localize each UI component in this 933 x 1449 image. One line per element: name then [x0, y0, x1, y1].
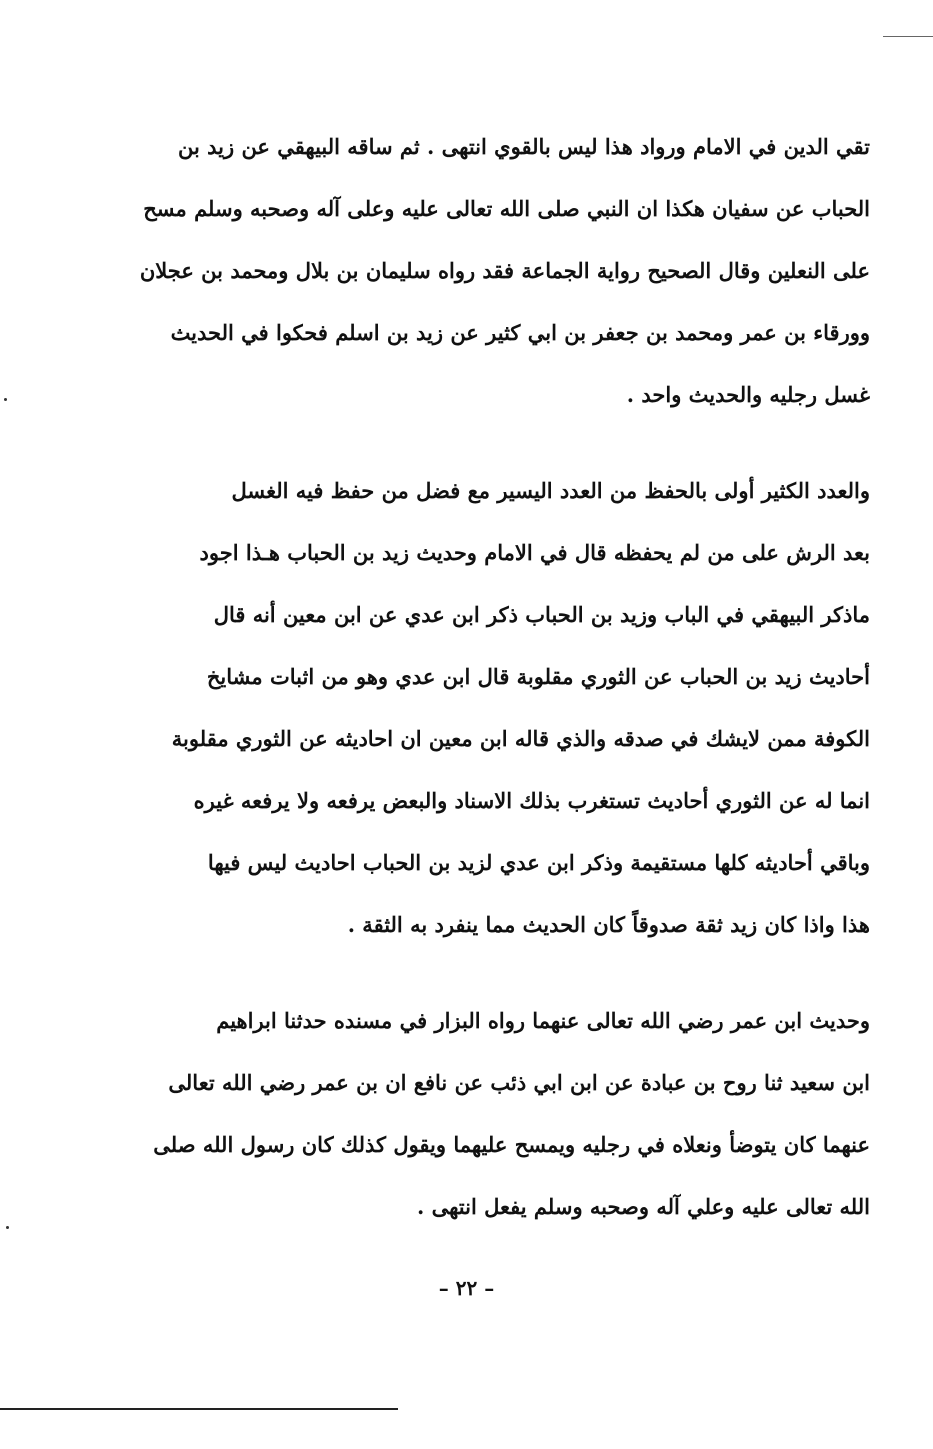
- scan-speck: [4, 398, 7, 401]
- text-line: عنهما كان يتوضأ ونعلاه في رجليه ويمسح عليهما ويقول كذلك كان رسول الله صلى: [153, 1132, 870, 1157]
- text-line: الله تعالى عليه وعلي آله وصحبه وسلم يفعل انتهى .: [416, 1194, 870, 1219]
- text-line: ابن سعيد ثنا روح بن عبادة عن ابن ابي ذئب عن نافع ان بن عمر رضي الله تعالى: [168, 1070, 870, 1095]
- text-line: انما له عن الثوري أحاديث تستغرب بذلك الاسناد والبعض يرفعه ولا يرفعه غيره: [193, 788, 870, 813]
- page-number: – ٢٢ –: [438, 1276, 495, 1300]
- scan-speck: [6, 1226, 9, 1229]
- text-line: تقي الدين في الامام ورواد هذا ليس بالقوي انتهى . ثم ساقه البيهقي عن زيد بن: [177, 134, 870, 159]
- text-line: وورقاء بن عمر ومحمد بن جعفر بن ابي كثير عن زيد بن اسلم فحكوا في الحديث: [170, 320, 870, 345]
- top-edge-rule: [883, 36, 933, 37]
- text-line: وباقي أحاديثه كلها مستقيمة وذكر ابن عدي لزيد بن الحباب احاديث ليس فيها: [207, 850, 870, 875]
- text-line: بعد الرش على من لم يحفظه قال في الامام وحديث زيد بن الحباب هـذا اجود: [199, 540, 870, 565]
- bottom-edge-rule: [0, 1408, 398, 1410]
- paragraph-3: [80, 990, 870, 1238]
- text-line: ماذكر البيهقي في الباب وزيد بن الحباب ذكر ابن عدي عن ابن معين أنه قال: [213, 602, 870, 627]
- text-line: على النعلين وقال الصحيح رواية الجماعة فقد رواه سليمان بن بلال ومحمد بن عجلان: [139, 258, 870, 283]
- text-line: هذا واذا كان زيد ثقة صدوقاً كان الحديث مما ينفرد به الثقة .: [347, 912, 870, 937]
- text-line: الكوفة ممن لايشك في صدقه والذي قاله ابن معين ان احاديثه عن الثوري مقلوبة: [171, 726, 870, 751]
- text-line: غسل رجليه والحديث واحد .: [626, 382, 870, 407]
- paragraph-1: [80, 116, 870, 426]
- text-line: أحاديث زيد بن الحباب عن الثوري مقلوبة قال ابن عدي وهو من اثبات مشايخ: [206, 664, 870, 689]
- paragraph-2: [80, 460, 870, 956]
- text-line: وحديث ابن عمر رضي الله تعالى عنهما رواه البزار في مسنده حدثنا ابراهيم: [216, 1008, 870, 1033]
- text-line: والعدد الكثير أولى بالحفظ من العدد اليسير مع فضل من حفظ فيه الغسل: [231, 478, 870, 503]
- text-line: الحباب عن سفيان هكذا ان النبي صلى الله تعالى عليه وعلى آله وصحبه وسلم مسح: [143, 196, 870, 221]
